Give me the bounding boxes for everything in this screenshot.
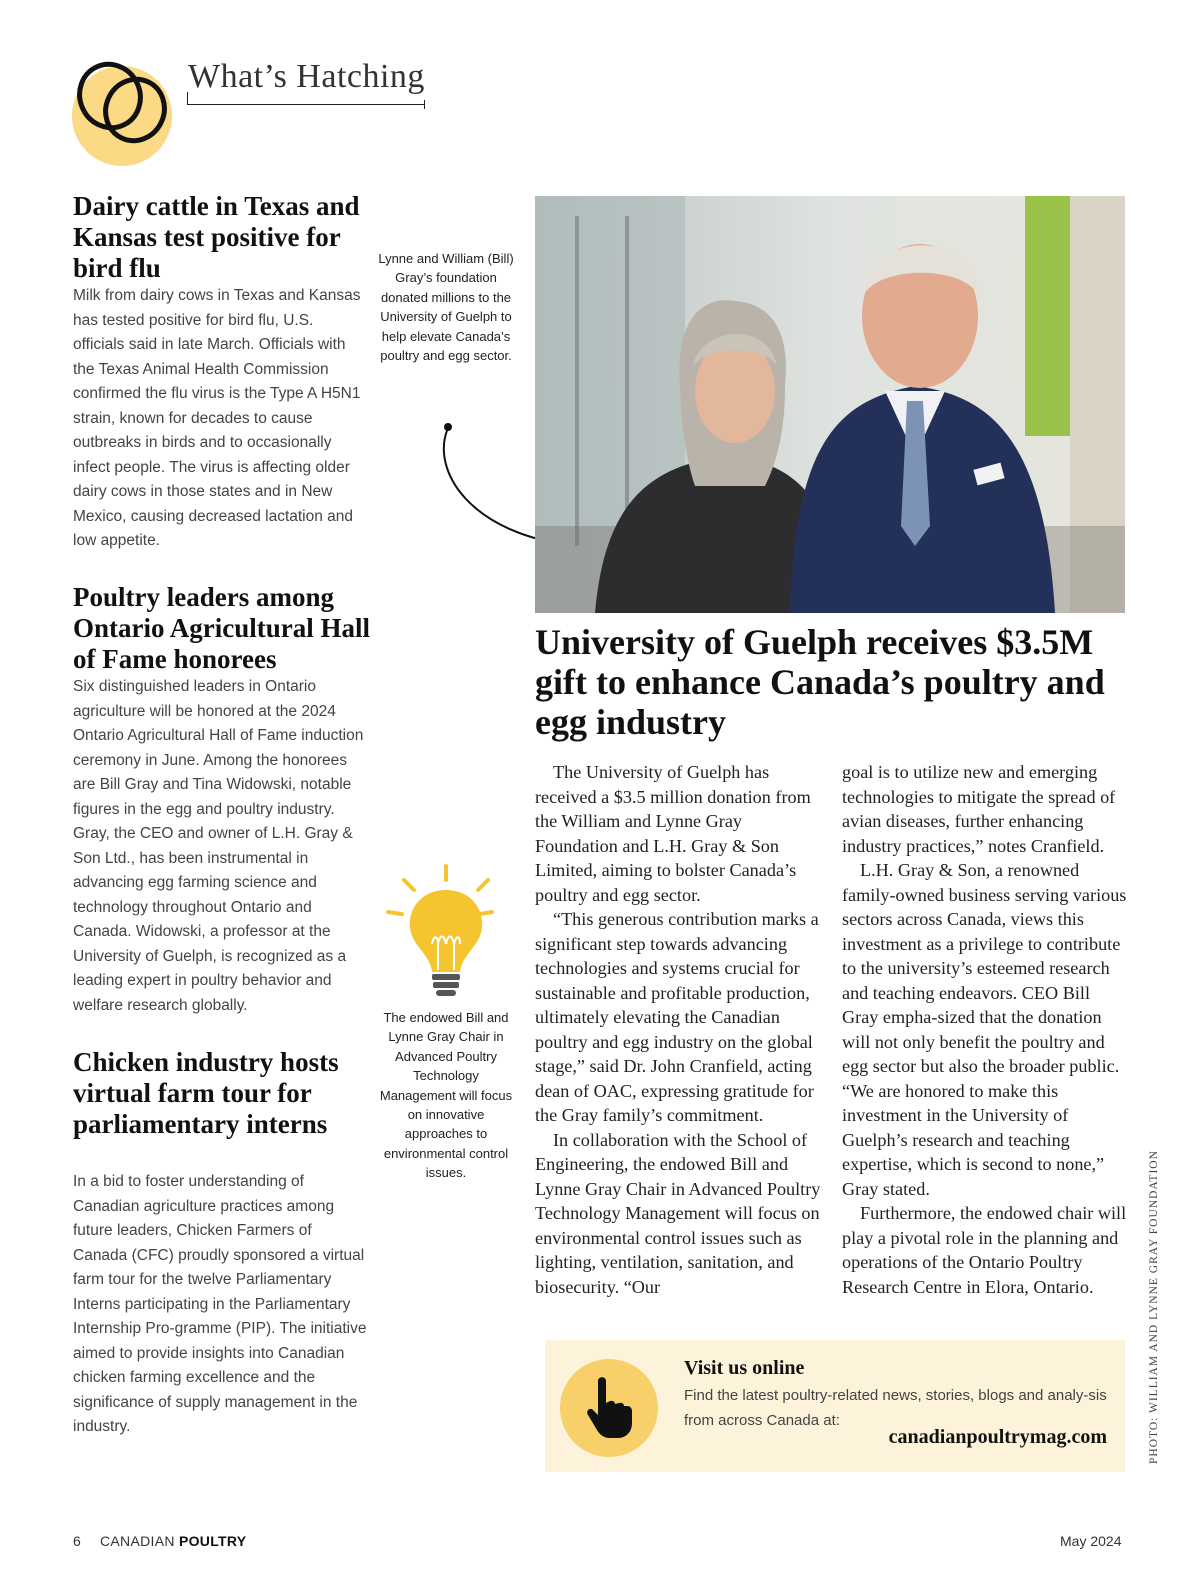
article-3-headline: Chicken industry hosts virtual farm tour for parliamentary interns [73, 1047, 339, 1139]
gray-couple-photo [535, 196, 1125, 613]
main-article-paragraph: goal is to utilize new and emerging technologies to mitigate the spread of avian diseases, further enhancing industry practices,” notes Cranfield. [842, 762, 1116, 856]
photo-illustration [535, 196, 1125, 613]
article-1-headline: Dairy cattle in Texas and Kansas test positive for bird flu [73, 191, 360, 283]
main-article-paragraph: In collaboration with the School of Engineering, the endowed Bill and Lynne Gray Chair in Advanced Poultry Technology Management will focus on environmental control issues such as lighting, ventilation, sanitation, and biosecurity. “Our [535, 1129, 821, 1297]
article-3-body: In a bid to foster understanding of Canadian agriculture practices among future leaders, Chicken Farmers of Canada (CFC) proudly sponsored a virtual farm tour for the twelve Parliamentary Interns participating in the Parliamentary Internship Pro-gramme (PIP). The initiative aimed to provide insights into Canadian chicken farming excellence and the significance of supply management in the industry. [73, 1173, 367, 1435]
website-link[interactable]: canadianpoultrymag.com [888, 1426, 1107, 1448]
bulb-caption: The endowed Bill and Lynne Gray Chair in Advanced Poultry Technology Management will focus on innovative approaches to environmental control issues. [379, 1010, 513, 1181]
section-title: What’s Hatching [188, 58, 425, 95]
magazine-name [100, 1533, 246, 1549]
photo-caption: Lynne and William (Bill) Gray’s foundation donated millions to the University of Guelph to help elevate Canada’s poultry and egg sector. [378, 251, 514, 364]
visit-heading: Visit us online [684, 1357, 805, 1379]
page-number: 6 [73, 1533, 81, 1549]
magazine-name-prefix: CANADIAN [100, 1533, 175, 1549]
article-1-body: Milk from dairy cows in Texas and Kansas has tested positive for bird flu, U.S. officials said in late March. Officials with the Texas Animal Health Commission confirmed the flu virus is the Type A H5N1 strain, known for decades to cause outbreaks in birds and to occasionally infect people. The virus is affecting older dairy cows in those states and in New Mexico, causing decreased lactation and low appetite. [73, 287, 361, 549]
main-article-column-1 [535, 760, 823, 1299]
article-2-body: Six distinguished leaders in Ontario agriculture will be honored at the 2024 Ontario Agricultural Hall of Fame induction ceremony in June. Among the honorees are Bill Gray and Tina Widowski, notable figures in the egg and poultry industry. Gray, the CEO and owner of L.H. Gray & Son Ltd., has been instrumental in advancing egg farming science and technology throughout Ontario and Canada. Widowski, a professor at the University of Guelph, is recognized as a leading expert in poultry behavior and welfare research globally. [73, 678, 364, 1014]
lightbulb-icon [384, 860, 496, 1005]
main-article-column-2 [842, 760, 1127, 1299]
main-article-paragraph: Furthermore, the endowed chair will play a pivotal role in the planning and operations of the Ontario Poultry Research Centre in Elora, Ontario. [842, 1203, 1127, 1297]
visit-text: Find the latest poultry-related news, stories, blogs and analy-sis from across Canada at: [684, 1387, 1107, 1429]
main-article-paragraph: “This generous contribution marks a significant step towards advancing technologies and systems crucial for sustainable and profitable production, ultimately elevating the Canadian poultry and egg industry on the global stage,” said Dr. John Cranfield, acting dean of OAC, expressing gratitude for the Gray family’s commitment. [535, 909, 819, 1125]
main-article-paragraph: The University of Guelph has received a $3.5 million donation from the William and Lynne Gray Foundation and L.H. Gray & Son Limited, aiming to bolster Canada’s poultry and egg sector. [535, 762, 811, 905]
pointing-hand-icon [580, 1375, 640, 1441]
issue-date: May 2024 [1060, 1533, 1122, 1549]
main-article-headline: University of Guelph receives $3.5M gift to enhance Canada’s poultry and egg industry [535, 622, 1105, 742]
eggs-icon [70, 58, 174, 144]
photo-credit: PHOTO: WILLIAM AND LYNNE GRAY FOUNDATION [1148, 1150, 1160, 1464]
main-article-paragraph: L.H. Gray & Son, a renowned family-owned business serving various sectors across Canada, views this investment as a privilege to contribute to the university’s esteemed research and teaching endeavors. CEO Bill Gray empha-sized that the donation will not only benefit the poultry and egg sector but also the broader public. “We are honored to make this investment in the University of Guelph’s research and teaching expertise, which is second to none,” Gray stated. [842, 860, 1127, 1199]
section-title-rule [188, 104, 424, 105]
article-2-headline: Poultry leaders among Ontario Agricultural Hall of Fame honorees [73, 582, 370, 674]
magazine-name-bold: POULTRY [178, 1533, 247, 1549]
